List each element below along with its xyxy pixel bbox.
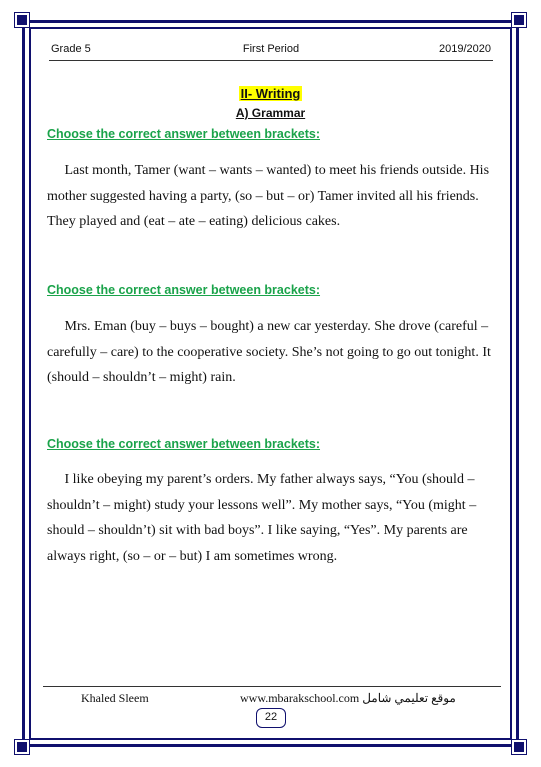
corner-ornament: [512, 13, 526, 27]
period-label: First Period: [242, 43, 300, 55]
exercise-instruction: Choose the correct answer between brackets:: [47, 283, 321, 297]
sub-title: A) Grammar: [235, 106, 306, 120]
corner-ornament: [15, 13, 29, 27]
footer-author: Khaled Sleem: [81, 691, 149, 705]
exercise-paragraph: Mrs. Eman (buy – buys – bought) a new car yesterday. She drove (careful – carefully – care) to the cooperative society. She’s not going to go out tonight. It (should – shouldn’t – might) rain.: [47, 319, 491, 385]
corner-ornament: [512, 740, 526, 754]
page-number: 22: [256, 708, 286, 728]
school-year-label: 2019/2020: [439, 43, 491, 55]
grade-label: Grade 5: [51, 43, 91, 55]
exercise-paragraph: Last month, Tamer (want – wants – wanted) to meet his friends outside. His mother suggested having a party, (so – but – or) Tamer invited all his friends. They played and (eat – ate – eating) delicious cakes.: [47, 163, 490, 229]
section-title: II- Writing: [240, 86, 301, 101]
exercise-instruction: Choose the correct answer between brackets:: [47, 127, 321, 141]
exercise-paragraph: I like obeying my parent’s orders. My father always says, “You (should – shouldn’t – might) study your lessons well”. My mother says, “You (might – should – shouldn’t) sit with bad boys”. I like saying, “Yes”. My parents are always right, (so – or – but) I am sometimes wrong.: [47, 472, 477, 564]
exercise-instruction: Choose the correct answer between brackets:: [47, 437, 321, 451]
page-header: [49, 40, 493, 61]
corner-ornament: [15, 740, 29, 754]
footer-divider: [43, 686, 501, 687]
footer-website: www.mbarakschool.com موقع تعليمي شامل: [240, 691, 456, 705]
